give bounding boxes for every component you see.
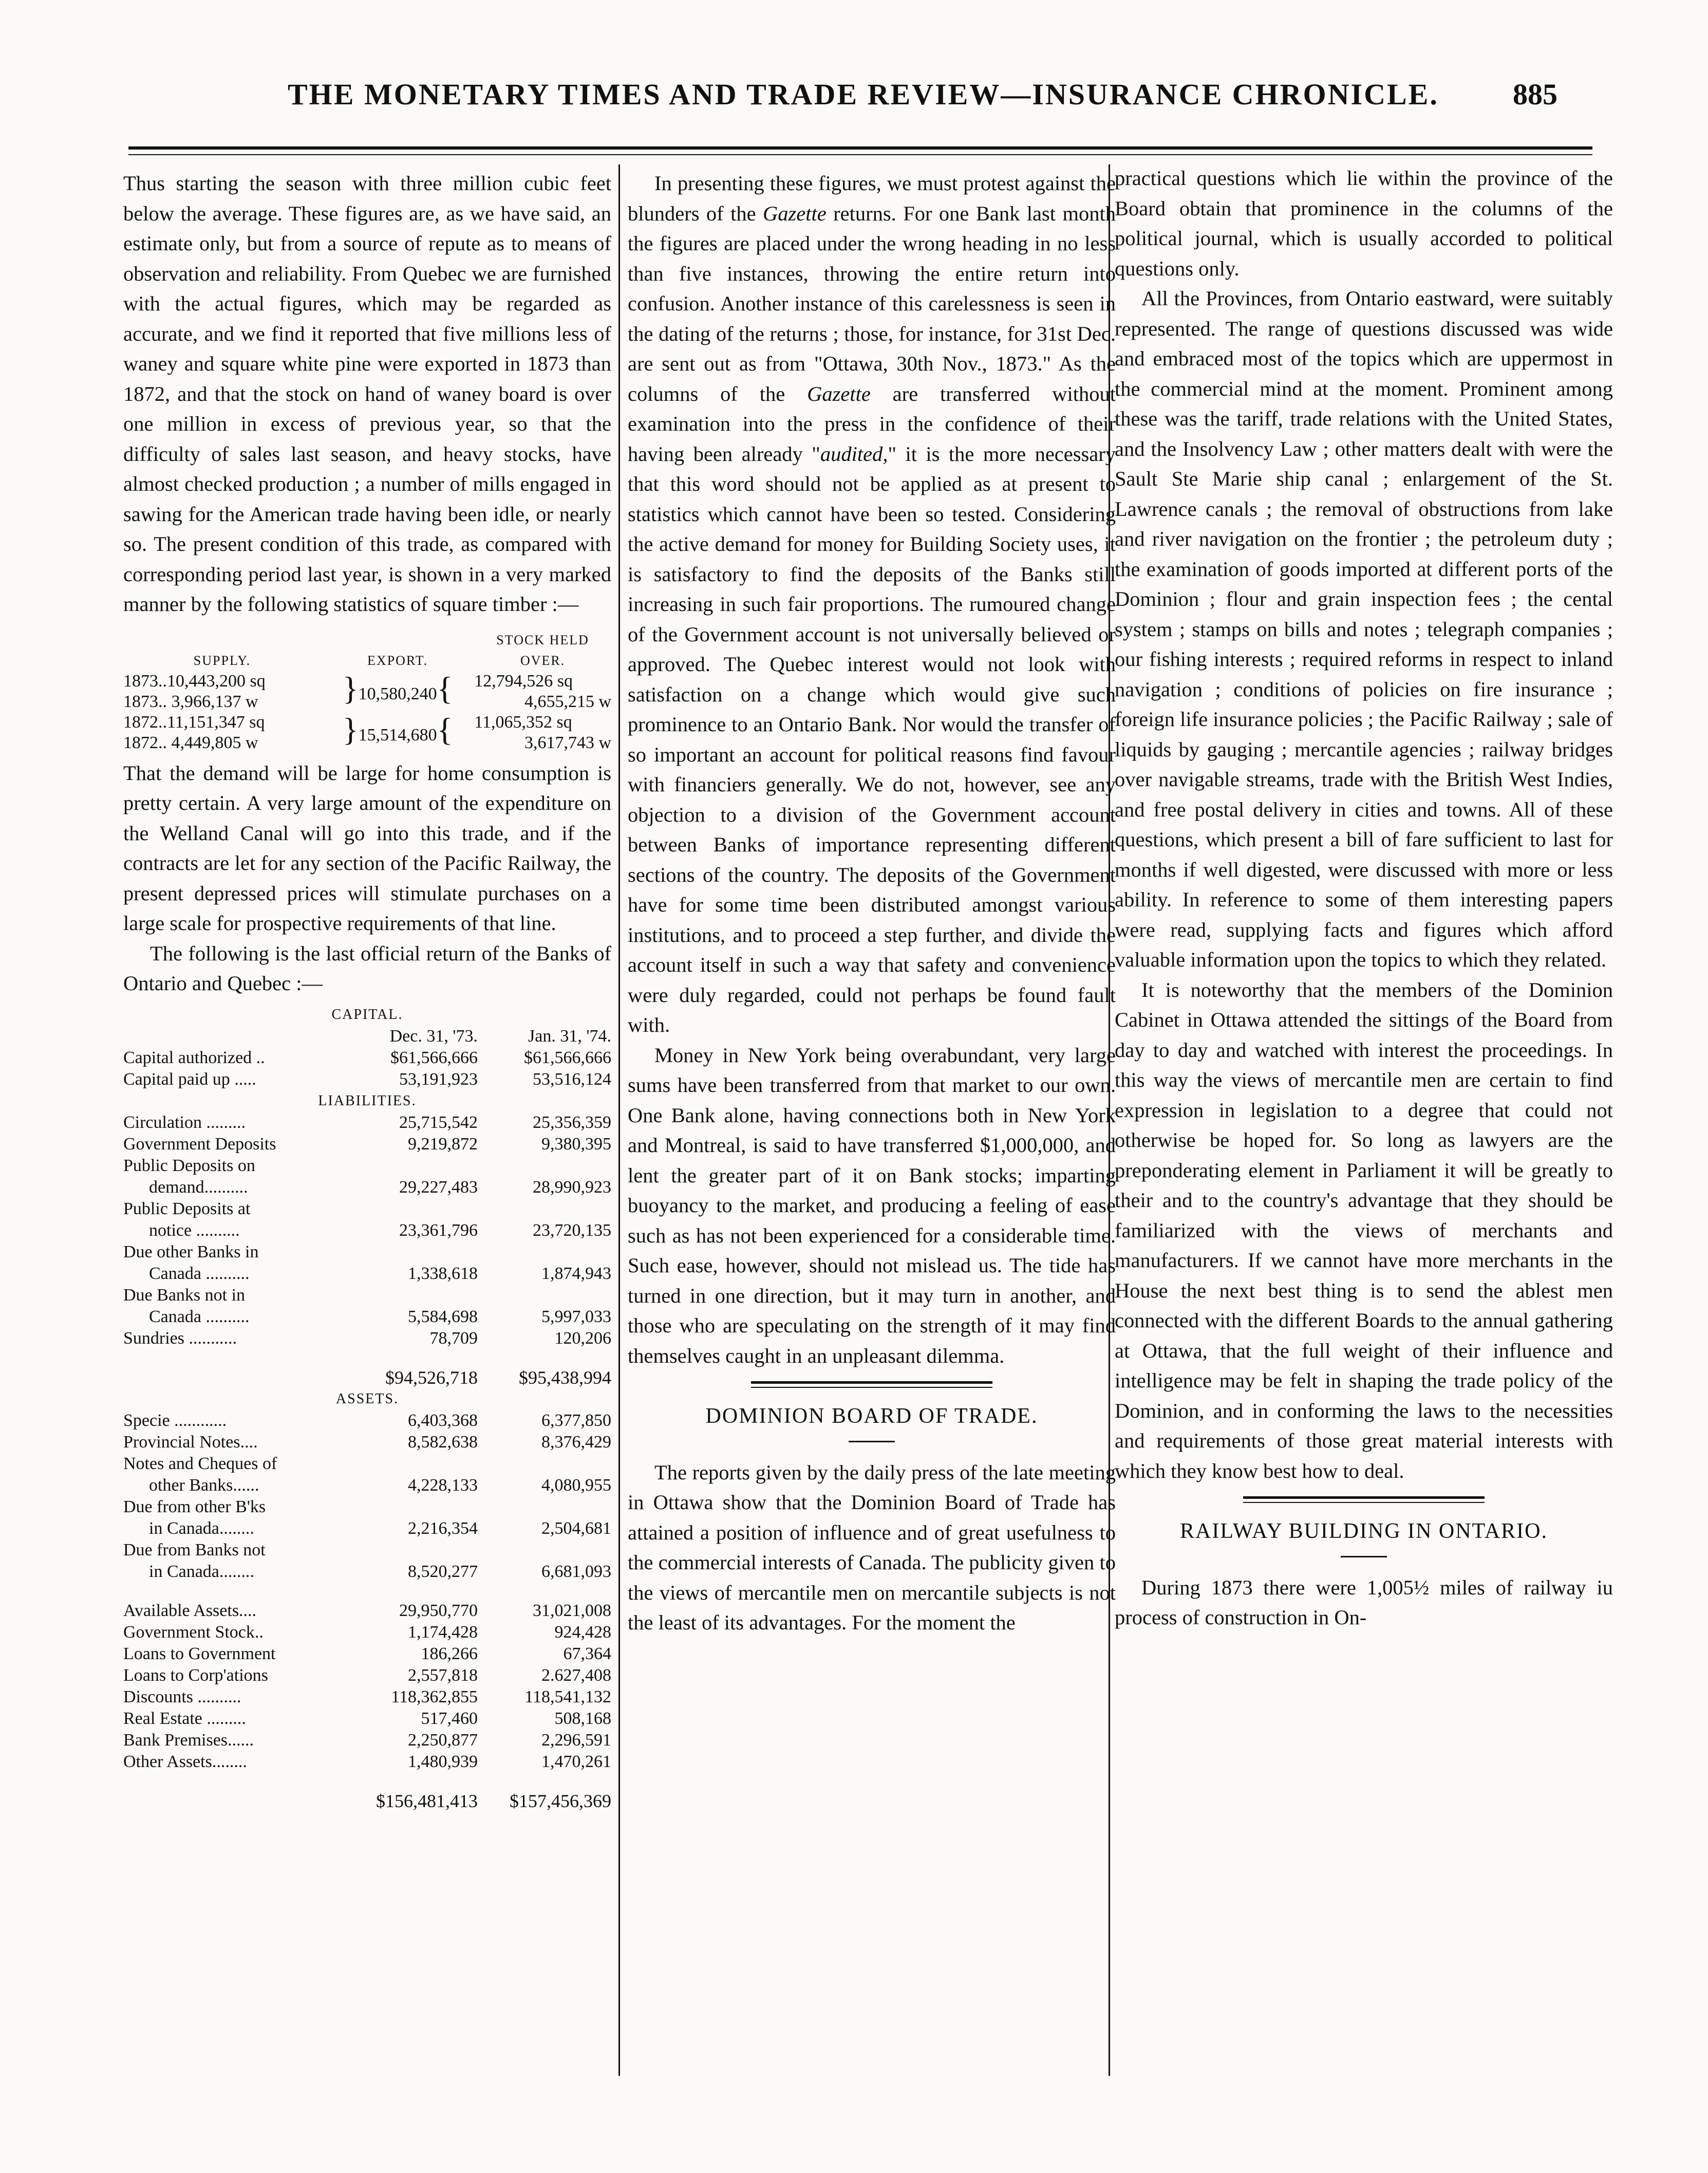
value-jan: 1,470,261: [541, 1752, 611, 1771]
table-row: [123, 1496, 611, 1518]
value-jan: [478, 1453, 611, 1475]
row-label: Provincial Notes....: [123, 1432, 258, 1452]
row-label: Loans to Government: [123, 1644, 276, 1663]
table-row: [123, 1410, 611, 1432]
row-label: Notes and Cheques of: [123, 1454, 277, 1473]
value-dec: [365, 1285, 478, 1306]
value-jan: 31,021,008: [533, 1601, 611, 1620]
table-row: [123, 1730, 611, 1751]
column-1: [123, 169, 611, 1812]
row-label: Capital paid up .....: [123, 1069, 256, 1089]
table-row: [123, 1285, 611, 1306]
table-row: [123, 1134, 611, 1155]
dominion-board-heading: DOMINION BOARD OF TRADE.: [705, 1404, 1038, 1428]
value-dec: 29,950,770: [399, 1601, 478, 1620]
value-jan: 924,428: [554, 1622, 611, 1642]
value-dec: 1,480,939: [408, 1752, 478, 1771]
table-row: [123, 1112, 611, 1134]
railway-paragraph: During 1873 there were 1,005½ miles of railway iu process of construction in On-: [1115, 1575, 1613, 1629]
value-jan: 120,206: [554, 1328, 611, 1348]
date-header-jan: Jan. 31, '74.: [528, 1026, 611, 1046]
value-dec: 23,361,796: [399, 1220, 478, 1240]
table-row: [123, 1686, 611, 1708]
row-label: Bank Premises......: [123, 1730, 254, 1750]
value-jan: 118,541,132: [524, 1687, 611, 1706]
table-row: [123, 1306, 611, 1328]
row-label: in Canada........: [149, 1562, 254, 1581]
row-label: Circulation .........: [123, 1112, 246, 1132]
liabilities-total-dec: $94,526,718: [385, 1367, 478, 1388]
table-row: [123, 1561, 611, 1583]
value-dec: [365, 1539, 478, 1561]
stock-cell: 4,655,215 w: [524, 692, 611, 711]
value-jan: $61,566,666: [524, 1048, 611, 1067]
row-label: demand..........: [149, 1177, 248, 1197]
gazette-title: Gazette: [763, 201, 827, 225]
liabilities-total-jan: $95,438,994: [519, 1367, 611, 1388]
value-jan: 2,296,591: [541, 1730, 611, 1750]
table-row: [123, 1708, 611, 1730]
value-dec: 29,227,483: [399, 1177, 478, 1197]
value-jan: 6,377,850: [541, 1410, 611, 1430]
value-jan: 6,681,093: [541, 1562, 611, 1581]
row-label: other Banks......: [149, 1475, 259, 1495]
assets-total-jan: $157,456,369: [510, 1790, 611, 1811]
value-dec: 1,338,618: [408, 1264, 478, 1283]
value-dec: 2,557,818: [408, 1665, 478, 1685]
bank-return-intro: The following is the last official return of the Banks of Ontario and Quebec :—: [123, 941, 611, 995]
table-row: [123, 1518, 611, 1539]
table-row: [123, 1643, 611, 1665]
demand-paragraph: That the demand will be large for home consumption is pretty certain. A very large amount of the expenditure on the Welland Canal will go into this trade, and if the contracts are let for any section of the Pacific Railway, the present depressed prices will stimulate purchases on a large scale for prospective requirements of that line.: [123, 761, 611, 935]
value-jan: 25,356,359: [533, 1112, 611, 1132]
liabilities-section-label: LIABILITIES.: [318, 1092, 417, 1109]
table-row: [123, 1177, 611, 1198]
row-label: Canada ..........: [149, 1264, 250, 1283]
value-jan: 2.627,408: [541, 1665, 611, 1685]
table-row: [123, 1475, 611, 1496]
table-row: [123, 1622, 611, 1643]
row-label: Public Deposits on: [123, 1156, 255, 1175]
row-label: Available Assets....: [123, 1601, 257, 1620]
value-jan: [478, 1155, 611, 1177]
value-dec: [365, 1241, 478, 1263]
value-jan: 4,080,955: [541, 1475, 611, 1495]
column-3: [1115, 163, 1613, 1633]
header-rule-thin: [128, 154, 1592, 155]
value-dec: 9,219,872: [408, 1134, 478, 1154]
value-jan: 9,380,395: [541, 1134, 611, 1154]
value-dec: [365, 1496, 478, 1518]
date-header-dec: Dec. 31, '73.: [389, 1026, 478, 1046]
table-row: [123, 1263, 611, 1285]
timber-paragraph: Thus starting the season with three million cubic feet below the average. These figures are, as we have said, an estimate only, but from a source of repute as to means of observation and reliability. From Quebec we are furnished with the actual figures, which may be regarded as accurate, and we find it reported that five millions less of waney and square white pine were exported in 1873 than 1872, and that the stock on hand of waney board is over one million in excess of previous year, so that the difficulty of sales last season, and heavy stocks, have almost checked production ; a number of mills engaged in sawing for the American trade having been idle, or nearly so. The present condition of this trade, as compared with corresponding period last year, is shown in a very marked manner by the following statistics of square timber :—: [123, 172, 611, 616]
value-jan: [478, 1539, 611, 1561]
cabinet-paragraph: It is noteworthy that the members of the Dominion Cabinet in Ottawa attended the sittings of the Board from day to day and watched with interest the proceedings. In this way the views of mercantile men are certain to find expression in legislation to a degree that could not otherwise be hoped for. So long as lawyers are the preponderating element in Parliament it will be greatly to their and to the country's advantage that they should be familiarized with the views of merchants and manufacturers. If we cannot have more merchants in the House the next best thing is to send the ablest men connected with the different Boards to the annual gathering at Ottawa, that the full weight of their influence and intelligence may be felt in shaping the trade policy of the Dominion, and in conforming the laws to the necessities and requirements of those great material interests with which they know best how to deal.: [1115, 978, 1613, 1482]
value-dec: 517,460: [421, 1708, 478, 1728]
value-dec: 2,216,354: [408, 1518, 478, 1538]
row-label: Capital authorized ..: [123, 1048, 265, 1067]
table-row: [123, 1328, 611, 1349]
gazette-title: Gazette: [807, 382, 871, 405]
heading-underline: [1341, 1556, 1387, 1557]
value-dec: 118,362,855: [391, 1687, 478, 1706]
value-dec: [365, 1453, 478, 1475]
assets-total-dec: $156,481,413: [376, 1790, 478, 1811]
value-dec: 8,520,277: [408, 1562, 478, 1581]
value-dec: [365, 1198, 478, 1220]
value-jan: 5,997,033: [541, 1307, 611, 1326]
table-row: [123, 1453, 611, 1475]
supply-cell: 1872.. 4,449,805 w: [123, 733, 258, 752]
row-label: Government Deposits: [123, 1134, 276, 1154]
value-jan: 1,874,943: [541, 1264, 611, 1283]
row-label: Public Deposits at: [123, 1199, 251, 1218]
row-label: Due from Banks not: [123, 1540, 266, 1559]
value-jan: 53,516,124: [533, 1069, 611, 1089]
table-row: [123, 1665, 611, 1686]
capital-section-label: CAPITAL.: [331, 1006, 403, 1023]
table-row: [123, 1069, 611, 1090]
row-label: Due Banks not in: [123, 1285, 246, 1305]
section-rule: [751, 1381, 992, 1388]
row-label: Government Stock..: [123, 1622, 264, 1642]
audited-word: audited,: [820, 442, 888, 466]
value-dec: 186,266: [421, 1644, 478, 1663]
value-jan: 28,990,923: [533, 1177, 611, 1197]
table-row: [123, 1220, 611, 1241]
board-continued-paragraph: practical questions which lie within the province of the Board obtain that prominence in the columns of the political journal, which is usually accorded to political questions only.: [1115, 166, 1613, 280]
value-dec: 5,584,698: [408, 1307, 478, 1326]
bank-return-table: [123, 1004, 611, 1812]
over-header: OVER.: [520, 653, 566, 668]
board-of-trade-paragraph: The reports given by the daily press of the late meeting in Ottawa show that the Dominion Board of Trade has attained a position of influence and of great usefulness to the commercial interests of Canada. The publicity given to the views of mercantile men on mercantile subjects is not the least of its advantages. For the moment the: [628, 1460, 1116, 1634]
row-label: notice ..........: [149, 1220, 240, 1240]
row-label: Specie ............: [123, 1410, 227, 1430]
value-dec: 8,582,638: [408, 1432, 478, 1452]
row-label: in Canada........: [149, 1518, 254, 1538]
value-jan: 23,720,135: [533, 1220, 611, 1240]
value-dec: 2,250,877: [408, 1730, 478, 1750]
gazette-paragraph: In presenting these figures, we must protest against the blunders of the Gazette returns. For one Bank last month the figures are placed under the wrong heading in no less than five instances, throwing the entire return into confusion. Another instance of this carelessness is seen in the dating of the returns ; those, for instance, for 31st Dec. are sent out as from "Ottawa, 30th Nov., 1873." As the columns of the Gazette are transferred without examination into the press in the confidence of their having been already "audited," it is the more necessary that this word should not be applied as at present to statistics which cannot have been so tested. Considering the active demand for money for Building Society uses, it is satisfactory to find the deposits of the Banks still increasing in such fair proportions. The rumoured change of the Government account is not universally believed or approved. The Quebec interest would not look with satisfaction on a change which would give such prominence to an Ontario Bank. Nor would the transfer of so important an account for political reasons find favour with financiers generally. We do not, however, see any objection to a division of the Government account between Banks of importance representing different sections of the country. The deposits of the Government have for some time been distributed amongst various institutions, and to proceed a step further, and divide the account itself in such a way that safety and convenience were duly regarded, could not perhaps be found fault with.: [628, 172, 1116, 1036]
new-york-paragraph: Money in New York being overabundant, very large sums have been transferred from that market to our own. One Bank alone, having connections both in New York and Montreal, is said to have transferred $1,000,000, and lent the greater part of it on Bank stocks; imparting buoyancy to the market, and producing a feeling of ease such as has not been experienced for a considerable time. Such ease, however, should not mislead us. The tide has turned in one direction, but it may turn in another, and those who are speculating on the strength of it may find themselves caught in an unpleasant dilemma.: [628, 1043, 1116, 1367]
row-label: Canada ..........: [149, 1307, 250, 1326]
assets-section-label: ASSETS.: [335, 1390, 399, 1407]
table-row: [123, 1241, 611, 1263]
table-row: [123, 1198, 611, 1220]
row-label: Loans to Corp'ations: [123, 1665, 268, 1685]
table-row: [123, 1047, 611, 1069]
value-dec: 78,709: [429, 1328, 478, 1348]
table-row: [123, 1600, 611, 1622]
timber-statistics-table: [123, 630, 611, 753]
value-dec: 53,191,923: [399, 1069, 478, 1089]
row-label: Due from other B'ks: [123, 1497, 266, 1516]
supply-cell: 1872..11,151,347 sq: [123, 712, 265, 732]
column-divider-left: [618, 164, 620, 2076]
railway-building-heading: RAILWAY BUILDING IN ONTARIO.: [1179, 1519, 1548, 1543]
value-dec: 4,228,133: [408, 1475, 478, 1495]
stock-cell: 12,794,526 sq: [474, 671, 573, 691]
header-rule-thick: [128, 146, 1592, 150]
table-row: [123, 1539, 611, 1561]
column-2: [628, 169, 1116, 1638]
value-dec: 6,403,368: [408, 1410, 478, 1430]
supply-cell: 1873.. 3,966,137 w: [123, 692, 258, 711]
value-jan: 508,168: [554, 1708, 611, 1728]
stock-held-header: STOCK HELD: [496, 632, 589, 647]
value-dec: $61,566,666: [390, 1048, 478, 1067]
row-label: Due other Banks in: [123, 1242, 259, 1261]
row-label: Other Assets........: [123, 1752, 247, 1771]
row-label: Sundries ...........: [123, 1328, 237, 1348]
export-header: EXPORT.: [367, 653, 428, 668]
value-jan: 2,504,681: [541, 1518, 611, 1538]
row-label: Real Estate .........: [123, 1708, 246, 1728]
table-row: [123, 1155, 611, 1177]
value-dec: 1,174,428: [408, 1622, 478, 1642]
running-header: THE MONETARY TIMES AND TRADE REVIEW—INSURANCE CHRONICLE.: [288, 78, 1439, 111]
value-jan: [478, 1285, 611, 1306]
value-dec: 25,715,542: [399, 1112, 478, 1132]
value-jan: [478, 1198, 611, 1220]
export-cell: }15,514,680{: [342, 711, 453, 748]
stock-cell: 11,065,352 sq: [474, 712, 572, 732]
provinces-paragraph: All the Provinces, from Ontario eastward, were suitably represented. The range of questions discussed was wide and embraced most of the topics which are uppermost in the commercial mind at the moment. Prominent among these was the tariff, trade relations with the United States, and the Insolvency Law ; other matters dealt with were the Sault Ste Marie ship canal ; enlargement of the St. Lawrence canals ; the removal of obstructions from lake and river navigation on the frontier ; the petroleum duty ; the examination of goods imported at different ports of the Dominion ; flour and grain inspection fees ; the cental system ; stamps on bills and notes ; telegraph companies ; our fishing interests ; required reforms in respect to inland navigation ; conditions of policies on fire insurance ; foreign life insurance policies ; the Pacific Railway ; sale of liquids by gauging ; mercantile agencies ; railway bridges over navigable streams, trade with the British West Indies, and free postal delivery in cities and towns. All of these questions, which present a bill of fare sufficient to last for months if well digested, were discussed with more or less ability. In reference to some of them interesting papers were read, supplying facts and figures which afford valuable information upon the topics to which they related.: [1115, 287, 1613, 971]
page-number: 885: [1513, 78, 1557, 111]
row-label: Discounts ..........: [123, 1687, 241, 1706]
value-jan: [478, 1241, 611, 1263]
section-rule: [1243, 1496, 1485, 1503]
table-row: [123, 1432, 611, 1453]
export-cell: }10,580,240{: [342, 670, 453, 707]
value-jan: 67,364: [563, 1644, 611, 1663]
table-row: [123, 1751, 611, 1773]
stock-cell: 3,617,743 w: [524, 733, 611, 752]
value-jan: 8,376,429: [541, 1432, 611, 1452]
supply-header: SUPPLY.: [193, 653, 251, 668]
value-dec: [365, 1155, 478, 1177]
supply-cell: 1873..10,443,200 sq: [123, 671, 266, 691]
value-jan: [478, 1496, 611, 1518]
heading-underline: [849, 1441, 895, 1442]
